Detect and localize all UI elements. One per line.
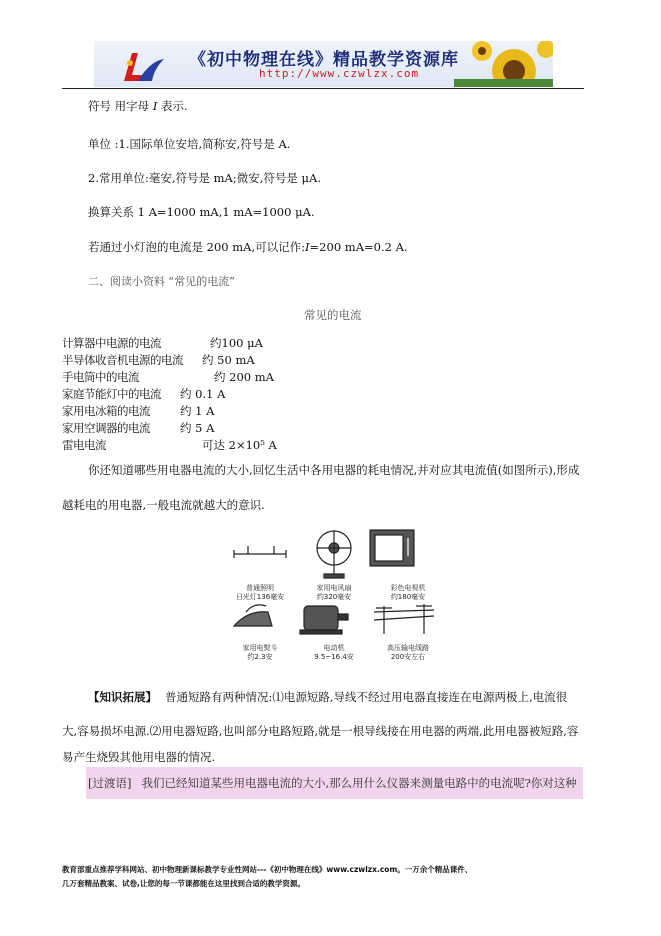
figure-caption: [372, 644, 444, 662]
footer-line-2: 几万套精品教案、试卷,让您的每一节课都能在这里找到合适的教学资源。: [62, 879, 305, 888]
current-value: 约 200 mA: [214, 370, 274, 384]
appliance-figure: [224, 526, 444, 668]
banner-title: 《初中物理在线》精品教学资源库: [189, 50, 459, 70]
conversion-line: 换算关系 1 A=1000 mA,1 mA=1000 μA.: [88, 205, 315, 219]
caption-value: 约320毫安: [316, 593, 352, 601]
figure-caption: [224, 644, 296, 662]
example-symbol: I: [305, 240, 310, 254]
figure-caption: [372, 584, 444, 602]
common-unit-line: 2.常用单位:毫安,符号是 mA;微安,符号是 μA.: [88, 171, 321, 185]
current-row: [62, 421, 215, 435]
electric-motor-image: [300, 606, 348, 634]
current-value: 可达 2×10⁵ A: [202, 438, 277, 452]
current-row: [62, 387, 226, 401]
current-label: 雷电电流: [62, 438, 106, 452]
symbol-text-end: 表示.: [157, 99, 188, 113]
television-image: [370, 530, 414, 566]
site-logo: [124, 53, 164, 81]
caption-name: 彩色电视机: [390, 584, 426, 592]
current-value: 约 5 A: [180, 421, 215, 435]
current-row: [62, 404, 215, 418]
current-value: 约 1 A: [180, 404, 215, 418]
electric-iron-image: [234, 605, 272, 626]
figure-caption: [298, 644, 370, 662]
caption-value: 200安左右: [390, 653, 426, 661]
current-value: 约 0.1 A: [180, 387, 226, 401]
para-line-1: 你还知道哪些用电器电流的大小,回忆生活中各用电器的耗电情况,并对应其电流值(如图所示),形成: [88, 463, 580, 477]
symbol-text: 符号 用字母: [88, 99, 153, 113]
knowledge-line-1: [88, 690, 567, 704]
caption-value: 约2.3安: [247, 653, 273, 661]
current-value: 约100 μA: [210, 336, 263, 350]
footer-line-1: 教育部重点推荐学科网站、初中物理新课标教学专业性网站---《初中物理在线》www.czwlzx.com。一万余个精品课件、: [62, 865, 473, 874]
transition-line: [88, 776, 577, 790]
current-label: 家用空调器的电流: [62, 421, 150, 435]
page-footer: [62, 863, 592, 891]
transition-text: 我们已经知道某些用电器电流的大小,那么用什么仪器来测量电路中的电流呢?你对这种: [141, 776, 577, 790]
current-label: 计算器中电源的电流: [62, 336, 161, 350]
knowledge-line-3: 易产生烧毁其他用电器的情况.: [62, 750, 216, 764]
figure-caption: [224, 584, 296, 602]
caption-name: 家用电熨斗: [242, 644, 278, 652]
figure-caption: [298, 584, 370, 602]
symbol-letter: I: [152, 99, 158, 113]
caption-value: 约180毫安: [390, 593, 426, 601]
fluorescent-lamp-image: [234, 546, 286, 558]
current-row: [62, 370, 274, 384]
header-divider: [62, 88, 584, 89]
knowledge-text: 普通短路有两种情况:⑴电源短路,导线不经过用电器直接连在电源两极上,电流很: [165, 690, 568, 704]
example-line: [88, 240, 408, 254]
caption-name: 普通照明: [246, 584, 274, 592]
para-line-2: 越耗电的用电器,一般电流就越大的意识.: [62, 498, 265, 512]
caption-name: 电动机: [323, 644, 345, 652]
unit-line: 单位 :1.国际单位安培,简称安,符号是 A.: [88, 137, 291, 151]
table-title: 常见的电流: [304, 308, 362, 322]
banner-url[interactable]: http://www.czwlzx.com: [259, 67, 420, 80]
current-row: [62, 438, 277, 452]
current-row: [62, 336, 263, 350]
caption-name: 高压输电线路: [387, 644, 429, 652]
caption-value: 日光灯136毫安: [235, 593, 285, 601]
section-heading: 二、阅读小资料 “常见的电流”: [88, 275, 235, 288]
current-label: 半导体收音机电源的电流: [62, 353, 183, 367]
caption-value: 9.5~16.4安: [314, 653, 354, 661]
example-text: 若通过小灯泡的电流是 200 mA,可以记作:: [88, 240, 305, 254]
current-label: 家庭节能灯中的电流: [62, 387, 161, 401]
knowledge-line-2: 大,容易损坏电源.⑵用电器短路,也叫部分电路短路,就是一根导线接在用电器的两端,此用电器被短路,容: [62, 724, 579, 738]
current-row: [62, 353, 255, 367]
header-banner: [94, 41, 553, 87]
current-label: 家用电冰箱的电流: [62, 404, 150, 418]
current-label: 手电筒中的电流: [62, 370, 139, 384]
sunflower-image: [454, 41, 553, 87]
example-value: =200 mA=0.2 A.: [309, 240, 408, 254]
power-line-image: [374, 604, 434, 634]
transition-tag: [过渡语]: [88, 776, 132, 790]
symbol-line: [88, 99, 188, 113]
caption-name: 家用电风扇: [316, 584, 352, 592]
electric-fan-image: [317, 531, 351, 578]
knowledge-tag: 【知识拓展】: [88, 690, 157, 704]
current-value: 约 50 mA: [202, 353, 255, 367]
